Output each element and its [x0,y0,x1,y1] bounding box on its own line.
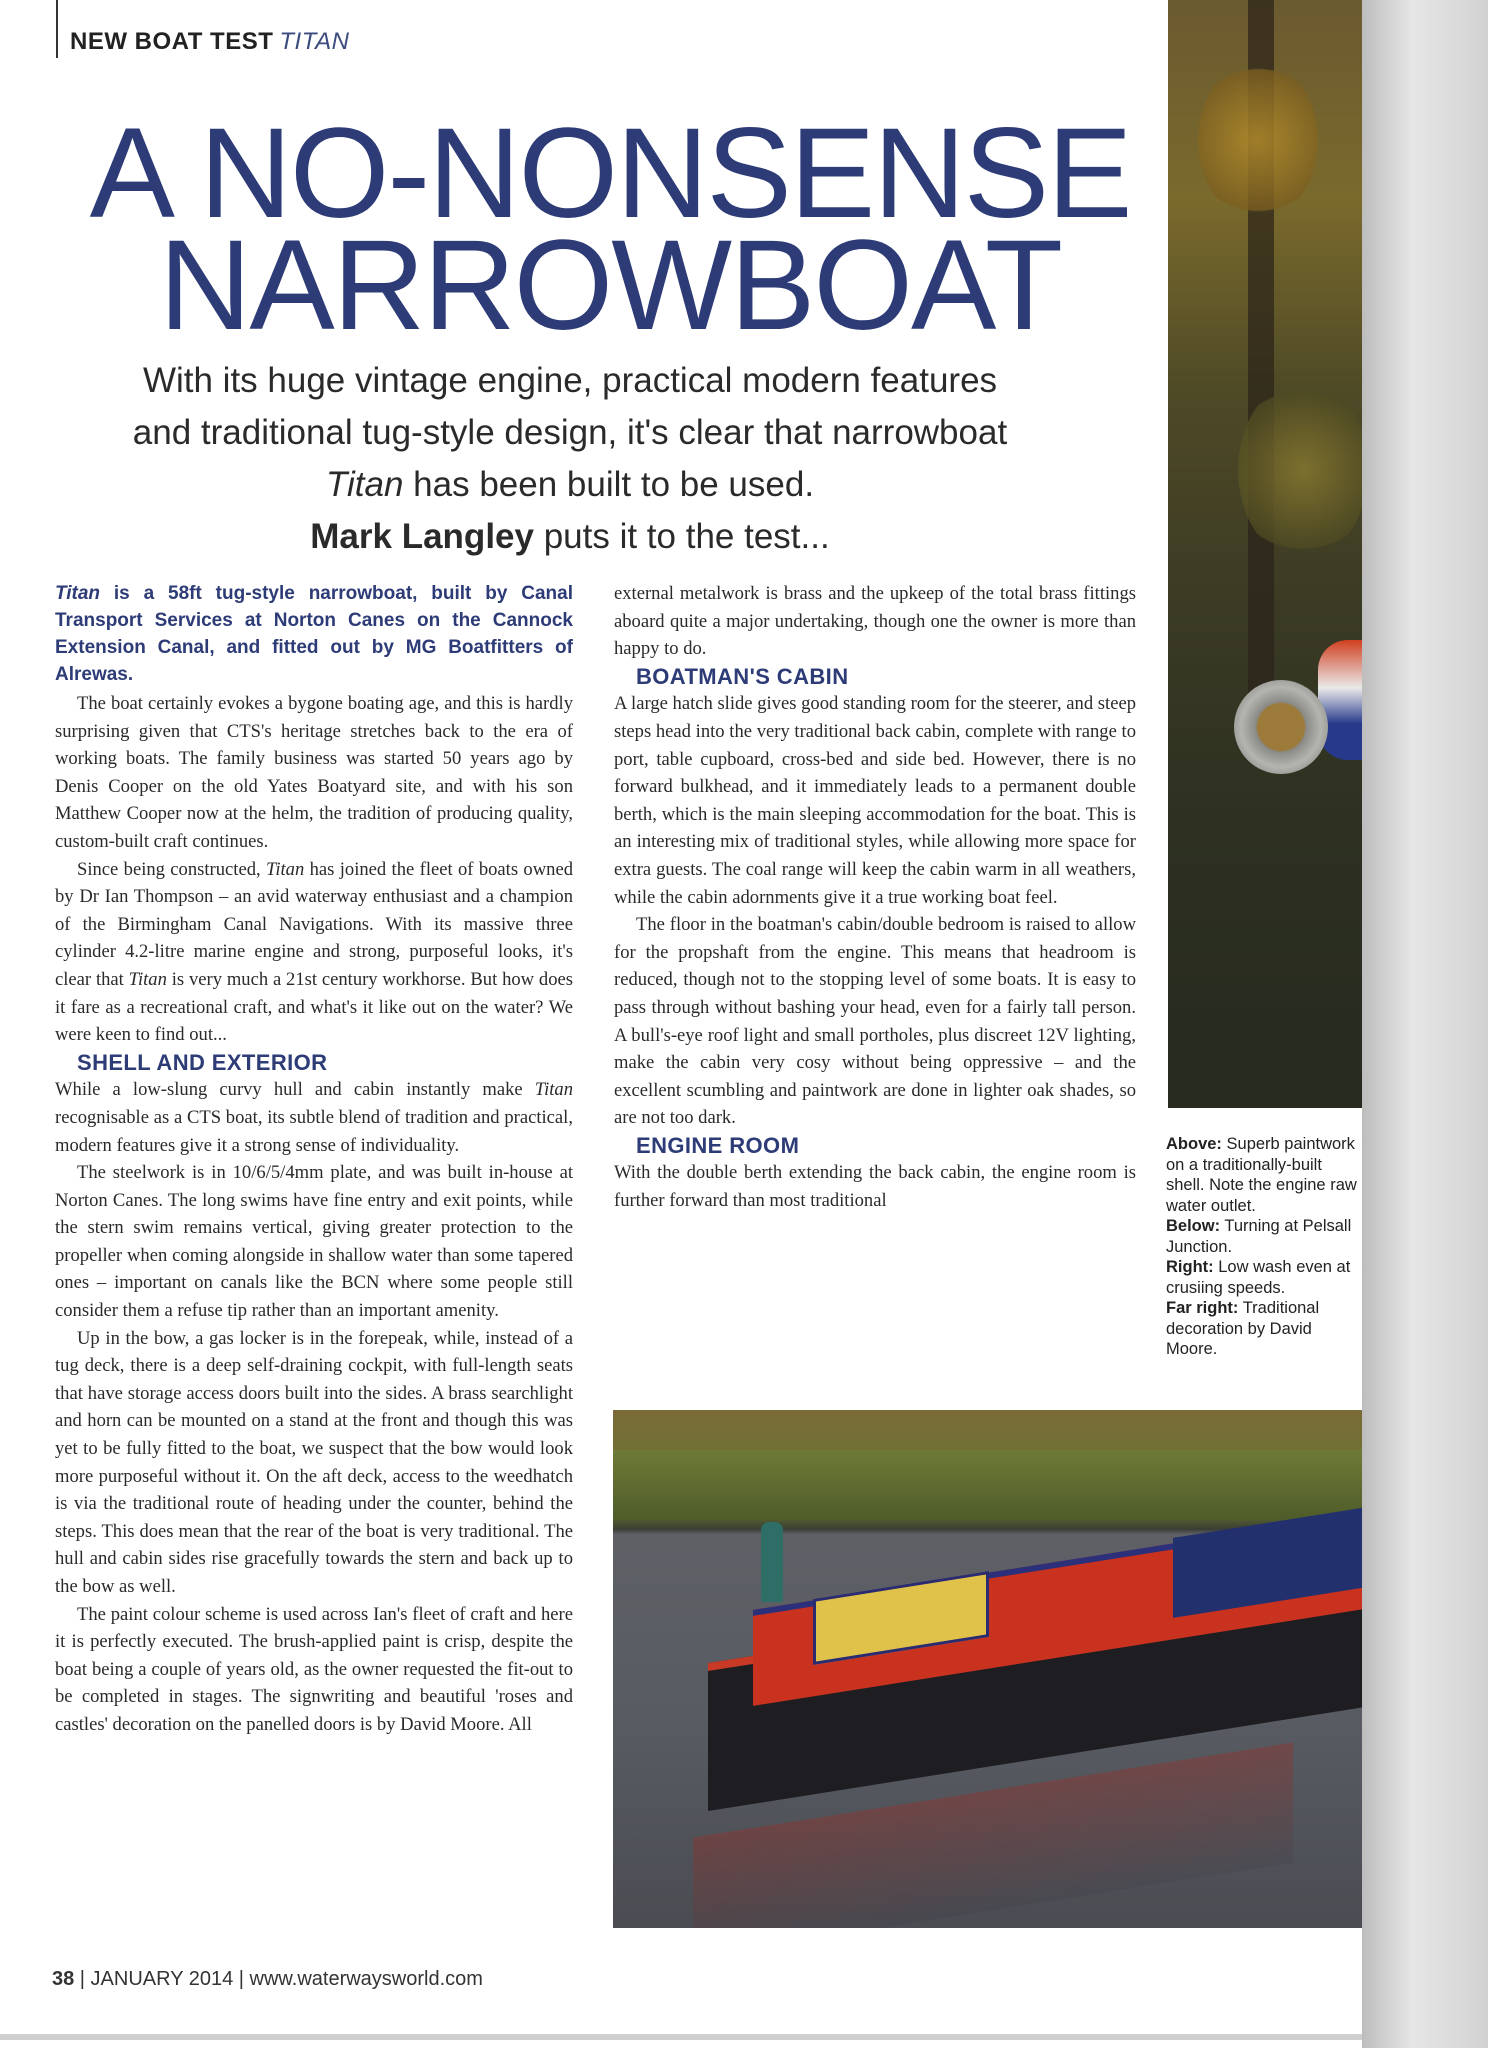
intro-text: is a 58ft tug-style narrowboat, built by Canal Transport Services at Norton Canes on the Cannock Extension Canal, and fitted out by MG Boatfitters of Alrewas. [55,583,573,685]
standfirst-text-3: puts it to the test... [533,517,830,556]
scan-edge [0,2034,1362,2040]
page-gutter-shadow [1362,0,1488,2048]
photo-engine-outlet [1168,0,1362,1108]
headline-line-1: A NO-NONSENSE [89,102,1131,245]
body-paragraph: A large hatch slide gives good standing room for the steerer, and steep steps head into the very traditional back cabin, complete with range to port, table cupboard, cross-bed and side bed. However, there is no forward bulkhead, and it immediately leads to a permanent double berth, which is the main sleeping accommodation for the boat. This is an interesting mix of traditional styles, while allowing more space for extra guests. The coal range will keep the cabin warm in all weathers, while the cabin adornments give it a true working boat feel. [614,693,1136,908]
intro-paragraph [55,580,573,688]
body-paragraph: external metalwork is brass and the upkeep of the total brass fittings aboard quite a major undertaking, though one the owner is more than happy to do. [614,583,1136,660]
body-paragraph: The floor in the boatman's cabin/double bedroom is raised to allow for the propshaft from the engine. This means that headroom is reduced, though not to the stopping level of some boats. It is easy to pass through without bashing your head, even for a fairly tall person. A bull's-eye roof light and small portholes, plus discreet 12V lighting, make the cabin very cosy without being oppressive – and the excellent scumbling and paintwork are done in lighter oak shades, so are not too dark. [614,914,1136,1129]
subheading-engine: ENGINE ROOM [636,1132,800,1158]
standfirst-text-1: With its huge vintage engine, practical modern features and traditional tug-style design, it's clear that narrowboat [132,361,1008,452]
body-paragraph: Since being constructed, Titan has joined the fleet of boats owned by Dr Ian Thompson – an avid waterway enthusiast and a champion of the Birmingham Canal Navigations. With its massive three cylinder 4.2-litre marine engine and strong, purposeful looks, it's clear that Titan is very much a 21st century workhorse. But how does it fare as a recreational craft, and what's it like out on the water? We were keen to find out... [55,858,574,1046]
photo-narrowboat-turning [613,1410,1362,1928]
body-paragraph: Up in the bow, a gas locker is in the forepeak, while, instead of a tug deck, there is a deep self-draining cockpit, with full-length seats that have storage access doors built into the sides. A brass searchlight and horn can be mounted on a stand at the front and though this was yet to be fully fitted to the boat, we suspect that the bow would look more purposeful without it. On the aft deck, access to the weedhatch is via the traditional route of heading under the counter, behind the steps. This does mean that the rear of the boat is very traditional. The hull and cabin sides rise gracefully towards the stern and back up to the bow as well. [55,1327,573,1597]
body-paragraph: With the double berth extending the back cabin, the engine room is further forward than most traditional [614,1162,1136,1212]
standfirst-boat-name: Titan [325,465,404,504]
photo-caption: Above: Superb paintwork on a traditionally-built shell. Note the engine raw water outlet. Below: Turning at Pelsall Junction. Right: Low wash even at crusiing speeds. Far right: Traditional decoration by David Moore. [1166,1135,1357,1358]
section-header [70,28,349,56]
headline-line-2: NARROWBOAT [158,214,1062,357]
standfirst-text-2: has been built to be used. [403,465,815,504]
article-column-2 [614,580,1136,1215]
body-paragraph: The boat certainly evokes a bygone boating age, and this is hardly surprising given that CTS's heritage stretches back to the era of working boats. The family business was started 50 years ago by Denis Cooper on the old Yates Boatyard site, and with his son Matthew Cooper now at the helm, the tradition of producing quality, custom-built craft continues. [55,693,573,852]
headline [60,102,1160,357]
author-name: Mark Langley [310,517,534,556]
body-paragraph: The steelwork is in 10/6/5/4mm plate, and was built in-house at Norton Canes. The long swims have fine entry and exit points, while the stern swim remains vertical, giving greater protection to the propeller when coming alongside in shallow water than some tapered ones – important on canals like the BCN where some people still consider them a refuse tip rather than an important amenity. [55,1162,573,1322]
subheading-shell: SHELL AND EXTERIOR [77,1049,328,1075]
page-footer [52,1968,483,1991]
standfirst [120,355,1020,563]
article-column-1 [55,580,573,1739]
subheading-cabin: BOATMAN'S CABIN [636,663,849,689]
body-paragraph: The paint colour scheme is used across Ian's fleet of craft and here it is perfectly executed. The brush-applied paint is crisp, despite the boat being a couple of years old, as the owner requested the fit-out to be completed in stages. The signwriting and beautiful 'roses and castles' decoration on the panelled doors is by David Moore. All [55,1603,573,1735]
body-paragraph: While a low-slung curvy hull and cabin instantly make Titan recognisable as a CTS boat, its subtle blend of tradition and practical, modern features give it a strong sense of individuality. [55,1079,573,1156]
page-number: 38 [52,1968,75,1990]
footer-issue: | JANUARY 2014 | www.waterwaysworld.com [74,1968,483,1990]
header-rule [56,0,58,58]
section-label: NEW BOAT TEST [70,28,274,55]
intro-boat-name: Titan [55,583,101,604]
section-subtitle: TITAN [279,28,350,55]
